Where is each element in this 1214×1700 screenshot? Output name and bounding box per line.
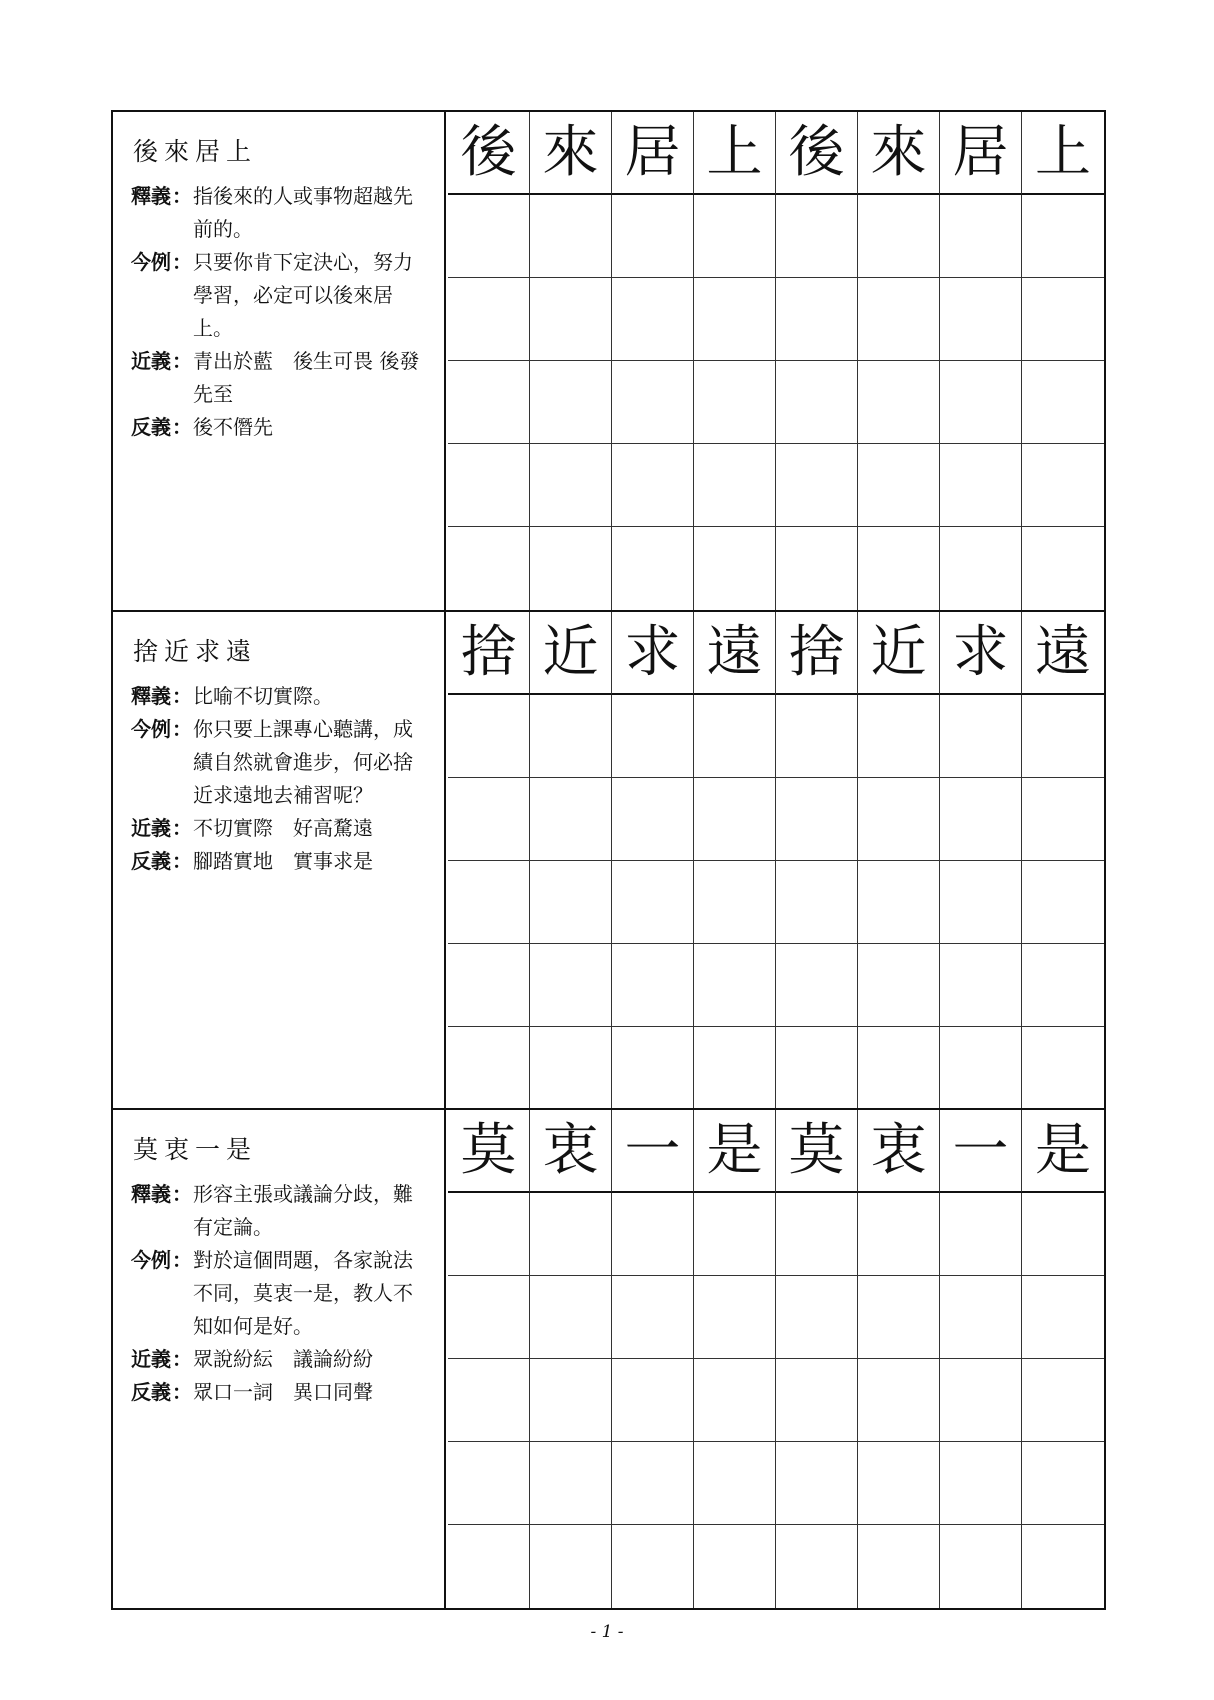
- entry-text: 後不僭先: [193, 415, 273, 439]
- entry-text: 你只要上課專心聽講，成績自然就會進步，何必捨近求遠地去補習呢？: [193, 717, 413, 807]
- practice-cell[interactable]: [694, 361, 776, 444]
- practice-cell[interactable]: [448, 695, 530, 778]
- practice-cell[interactable]: [694, 1193, 776, 1276]
- practice-cell[interactable]: [940, 1276, 1022, 1359]
- practice-cell[interactable]: [612, 944, 694, 1027]
- practice-cell[interactable]: [858, 1276, 940, 1359]
- practice-cell[interactable]: [1022, 695, 1104, 778]
- practice-cell[interactable]: [858, 278, 940, 361]
- practice-cell[interactable]: [694, 861, 776, 944]
- practice-cell[interactable]: [530, 1359, 612, 1442]
- practice-cell[interactable]: [694, 444, 776, 527]
- practice-cell[interactable]: [694, 1276, 776, 1359]
- practice-cell[interactable]: [694, 944, 776, 1027]
- practice-cell[interactable]: [448, 944, 530, 1027]
- practice-cell[interactable]: [530, 444, 612, 527]
- meaning-entry: [131, 680, 444, 713]
- practice-cell[interactable]: [940, 195, 1022, 278]
- model-char-cell: 莫: [776, 1110, 858, 1193]
- practice-cell[interactable]: [858, 695, 940, 778]
- entry-text: 不切實際 好高騖遠: [193, 816, 373, 840]
- practice-cell[interactable]: [530, 944, 612, 1027]
- page-number: - 1 -: [590, 1622, 624, 1642]
- entry-colon: ：: [172, 684, 192, 708]
- practice-cell[interactable]: [1022, 361, 1104, 444]
- model-char-cell: 捨: [776, 612, 858, 695]
- practice-cell[interactable]: [448, 195, 530, 278]
- writing-grid: [448, 1110, 1104, 1608]
- practice-cell[interactable]: [776, 944, 858, 1027]
- model-char-cell: 是: [694, 1110, 776, 1193]
- practice-cell[interactable]: [776, 278, 858, 361]
- practice-cell[interactable]: [940, 1442, 1022, 1525]
- practice-cell[interactable]: [940, 1525, 1022, 1608]
- entry-label: 近義: [131, 816, 171, 840]
- practice-cell[interactable]: [530, 778, 612, 861]
- practice-cell[interactable]: [530, 861, 612, 944]
- entry-label: 釋義: [131, 184, 171, 208]
- antonym-entry: [131, 1376, 444, 1409]
- entry-label: 近義: [131, 349, 171, 373]
- practice-cell[interactable]: [1022, 1359, 1104, 1442]
- practice-cell[interactable]: [694, 1359, 776, 1442]
- practice-cell[interactable]: [530, 1027, 612, 1110]
- practice-cell[interactable]: [858, 1027, 940, 1110]
- practice-cell[interactable]: [612, 195, 694, 278]
- practice-cell[interactable]: [858, 1359, 940, 1442]
- model-char-cell: 來: [858, 112, 940, 195]
- practice-cell[interactable]: [612, 1027, 694, 1110]
- practice-cell[interactable]: [940, 444, 1022, 527]
- practice-cell[interactable]: [1022, 944, 1104, 1027]
- practice-cell[interactable]: [530, 527, 612, 610]
- practice-cell[interactable]: [448, 1276, 530, 1359]
- practice-cell[interactable]: [612, 444, 694, 527]
- model-char-cell: 莫: [448, 1110, 530, 1193]
- example-entry: [131, 246, 444, 345]
- practice-cell[interactable]: [776, 1525, 858, 1608]
- practice-cell[interactable]: [530, 1193, 612, 1276]
- practice-cell[interactable]: [612, 1525, 694, 1608]
- practice-cell[interactable]: [858, 361, 940, 444]
- entry-colon: ：: [172, 717, 192, 741]
- practice-cell[interactable]: [1022, 861, 1104, 944]
- practice-cell[interactable]: [1022, 195, 1104, 278]
- model-char-cell: 後: [448, 112, 530, 195]
- model-char-cell: 遠: [694, 612, 776, 695]
- synonym-entry: [131, 812, 444, 845]
- practice-cell[interactable]: [940, 1193, 1022, 1276]
- writing-grid: [448, 612, 1104, 1110]
- model-char-cell: 求: [940, 612, 1022, 695]
- model-char-cell: 上: [1022, 112, 1104, 195]
- entry-text: 對於這個問題，各家說法不同，莫衷一是，教人不知如何是好。: [193, 1248, 413, 1338]
- practice-cell[interactable]: [776, 1442, 858, 1525]
- practice-cell[interactable]: [694, 1525, 776, 1608]
- model-char-cell: 一: [940, 1110, 1022, 1193]
- entry-text: 只要你肯下定決心，努力學習，必定可以後來居上。: [193, 250, 413, 340]
- practice-cell[interactable]: [1022, 1027, 1104, 1110]
- model-char-cell: 是: [1022, 1110, 1104, 1193]
- model-char-cell: 求: [612, 612, 694, 695]
- practice-cell[interactable]: [1022, 778, 1104, 861]
- practice-cell[interactable]: [612, 1193, 694, 1276]
- practice-cell[interactable]: [858, 861, 940, 944]
- practice-cell[interactable]: [612, 361, 694, 444]
- practice-cell[interactable]: [858, 195, 940, 278]
- model-char-cell: 衷: [858, 1110, 940, 1193]
- idiom-info-panel: [113, 612, 446, 1110]
- entry-text: 指後來的人或事物超越先前的。: [193, 184, 413, 241]
- practice-cell[interactable]: [448, 861, 530, 944]
- entry-text: 比喻不切實際。: [193, 684, 333, 708]
- entry-text: 眾說紛紜 議論紛紛: [193, 1347, 373, 1371]
- model-char-cell: 後: [776, 112, 858, 195]
- practice-cell[interactable]: [940, 778, 1022, 861]
- synonym-entry: [131, 345, 444, 411]
- entry-label: 近義: [131, 1347, 171, 1371]
- antonym-entry: [131, 845, 444, 878]
- practice-cell[interactable]: [776, 861, 858, 944]
- practice-sheet: [111, 110, 1106, 1610]
- model-char-cell: 居: [612, 112, 694, 195]
- practice-cell[interactable]: [940, 361, 1022, 444]
- writing-grid: [448, 112, 1104, 610]
- practice-cell[interactable]: [530, 195, 612, 278]
- practice-cell[interactable]: [448, 444, 530, 527]
- idiom-info-panel: [113, 112, 446, 610]
- practice-cell[interactable]: [694, 778, 776, 861]
- model-char-cell: 上: [694, 112, 776, 195]
- idiom-title: 捨近求遠: [133, 637, 258, 666]
- practice-cell[interactable]: [940, 944, 1022, 1027]
- model-char-cell: 近: [858, 612, 940, 695]
- idiom-section-3: [113, 1108, 1104, 1608]
- entry-colon: ：: [172, 349, 192, 373]
- practice-cell[interactable]: [776, 695, 858, 778]
- practice-cell[interactable]: [940, 861, 1022, 944]
- practice-cell[interactable]: [1022, 278, 1104, 361]
- practice-cell[interactable]: [612, 778, 694, 861]
- practice-cell[interactable]: [776, 527, 858, 610]
- practice-cell[interactable]: [1022, 527, 1104, 610]
- practice-cell[interactable]: [530, 1525, 612, 1608]
- practice-cell[interactable]: [694, 1442, 776, 1525]
- practice-cell[interactable]: [530, 278, 612, 361]
- idiom-section-1: [113, 112, 1104, 610]
- entry-colon: ：: [172, 184, 192, 208]
- idiom-info-panel: [113, 1110, 446, 1608]
- model-char-cell: 來: [530, 112, 612, 195]
- practice-cell[interactable]: [612, 861, 694, 944]
- entry-label: 反義: [131, 1380, 171, 1404]
- practice-cell[interactable]: [1022, 1442, 1104, 1525]
- entry-label: 反義: [131, 849, 171, 873]
- entry-label: 反義: [131, 415, 171, 439]
- practice-cell[interactable]: [612, 278, 694, 361]
- practice-cell[interactable]: [940, 527, 1022, 610]
- practice-cell[interactable]: [612, 695, 694, 778]
- model-char-cell: 捨: [448, 612, 530, 695]
- practice-cell[interactable]: [776, 1276, 858, 1359]
- practice-cell[interactable]: [612, 1276, 694, 1359]
- entry-colon: ：: [172, 849, 192, 873]
- practice-cell[interactable]: [776, 195, 858, 278]
- idiom-title: 莫衷一是: [133, 1135, 258, 1164]
- practice-cell[interactable]: [448, 278, 530, 361]
- practice-cell[interactable]: [858, 778, 940, 861]
- practice-cell[interactable]: [858, 1442, 940, 1525]
- model-char-cell: 遠: [1022, 612, 1104, 695]
- practice-cell[interactable]: [776, 444, 858, 527]
- model-char-cell: 近: [530, 612, 612, 695]
- entry-label: 釋義: [131, 684, 171, 708]
- entry-colon: ：: [172, 1380, 192, 1404]
- antonym-entry: [131, 411, 444, 444]
- practice-cell[interactable]: [858, 1525, 940, 1608]
- practice-cell[interactable]: [776, 361, 858, 444]
- practice-cell[interactable]: [858, 1193, 940, 1276]
- entry-colon: ：: [172, 415, 192, 439]
- entry-colon: ：: [172, 816, 192, 840]
- entry-text: 形容主張或議論分歧，難有定論。: [193, 1182, 413, 1239]
- practice-cell[interactable]: [1022, 1525, 1104, 1608]
- entry-text: 腳踏實地 實事求是: [193, 849, 373, 873]
- practice-cell[interactable]: [1022, 444, 1104, 527]
- practice-cell[interactable]: [448, 361, 530, 444]
- practice-cell[interactable]: [448, 778, 530, 861]
- entry-colon: ：: [172, 1248, 192, 1272]
- entry-label: 今例: [131, 717, 171, 741]
- entry-text: 眾口一詞 異口同聲: [193, 1380, 373, 1404]
- entry-label: 今例: [131, 1248, 171, 1272]
- entry-colon: ：: [172, 1347, 192, 1371]
- entry-label: 今例: [131, 250, 171, 274]
- practice-cell[interactable]: [940, 278, 1022, 361]
- practice-cell[interactable]: [448, 1027, 530, 1110]
- example-entry: [131, 713, 444, 812]
- practice-cell[interactable]: [448, 1193, 530, 1276]
- practice-cell[interactable]: [694, 1027, 776, 1110]
- practice-cell[interactable]: [858, 944, 940, 1027]
- idiom-section-2: [113, 610, 1104, 1110]
- model-char-cell: 一: [612, 1110, 694, 1193]
- practice-cell[interactable]: [612, 1442, 694, 1525]
- practice-cell[interactable]: [940, 1027, 1022, 1110]
- practice-cell[interactable]: [448, 1442, 530, 1525]
- practice-cell[interactable]: [940, 1359, 1022, 1442]
- idiom-title: 後來居上: [133, 137, 258, 166]
- entry-colon: ：: [172, 250, 192, 274]
- practice-cell[interactable]: [858, 527, 940, 610]
- practice-cell[interactable]: [776, 1193, 858, 1276]
- practice-cell[interactable]: [530, 361, 612, 444]
- entry-colon: ：: [172, 1182, 192, 1206]
- practice-cell[interactable]: [694, 695, 776, 778]
- practice-cell[interactable]: [776, 1027, 858, 1110]
- practice-cell[interactable]: [858, 444, 940, 527]
- practice-cell[interactable]: [940, 695, 1022, 778]
- practice-cell[interactable]: [1022, 1276, 1104, 1359]
- entry-text: 青出於藍 後生可畏 後發先至: [193, 349, 420, 406]
- model-char-cell: 衷: [530, 1110, 612, 1193]
- practice-cell[interactable]: [448, 1359, 530, 1442]
- practice-cell[interactable]: [530, 695, 612, 778]
- meaning-entry: [131, 180, 444, 246]
- practice-cell[interactable]: [530, 1276, 612, 1359]
- meaning-entry: [131, 1178, 444, 1244]
- practice-cell[interactable]: [448, 527, 530, 610]
- practice-cell[interactable]: [448, 1525, 530, 1608]
- example-entry: [131, 1244, 444, 1343]
- practice-cell[interactable]: [694, 195, 776, 278]
- practice-cell[interactable]: [776, 1359, 858, 1442]
- practice-cell[interactable]: [612, 527, 694, 610]
- practice-cell[interactable]: [530, 1442, 612, 1525]
- practice-cell[interactable]: [1022, 1193, 1104, 1276]
- practice-cell[interactable]: [612, 1359, 694, 1442]
- entry-label: 釋義: [131, 1182, 171, 1206]
- practice-cell[interactable]: [776, 778, 858, 861]
- model-char-cell: 居: [940, 112, 1022, 195]
- practice-cell[interactable]: [694, 527, 776, 610]
- practice-cell[interactable]: [694, 278, 776, 361]
- synonym-entry: [131, 1343, 444, 1376]
